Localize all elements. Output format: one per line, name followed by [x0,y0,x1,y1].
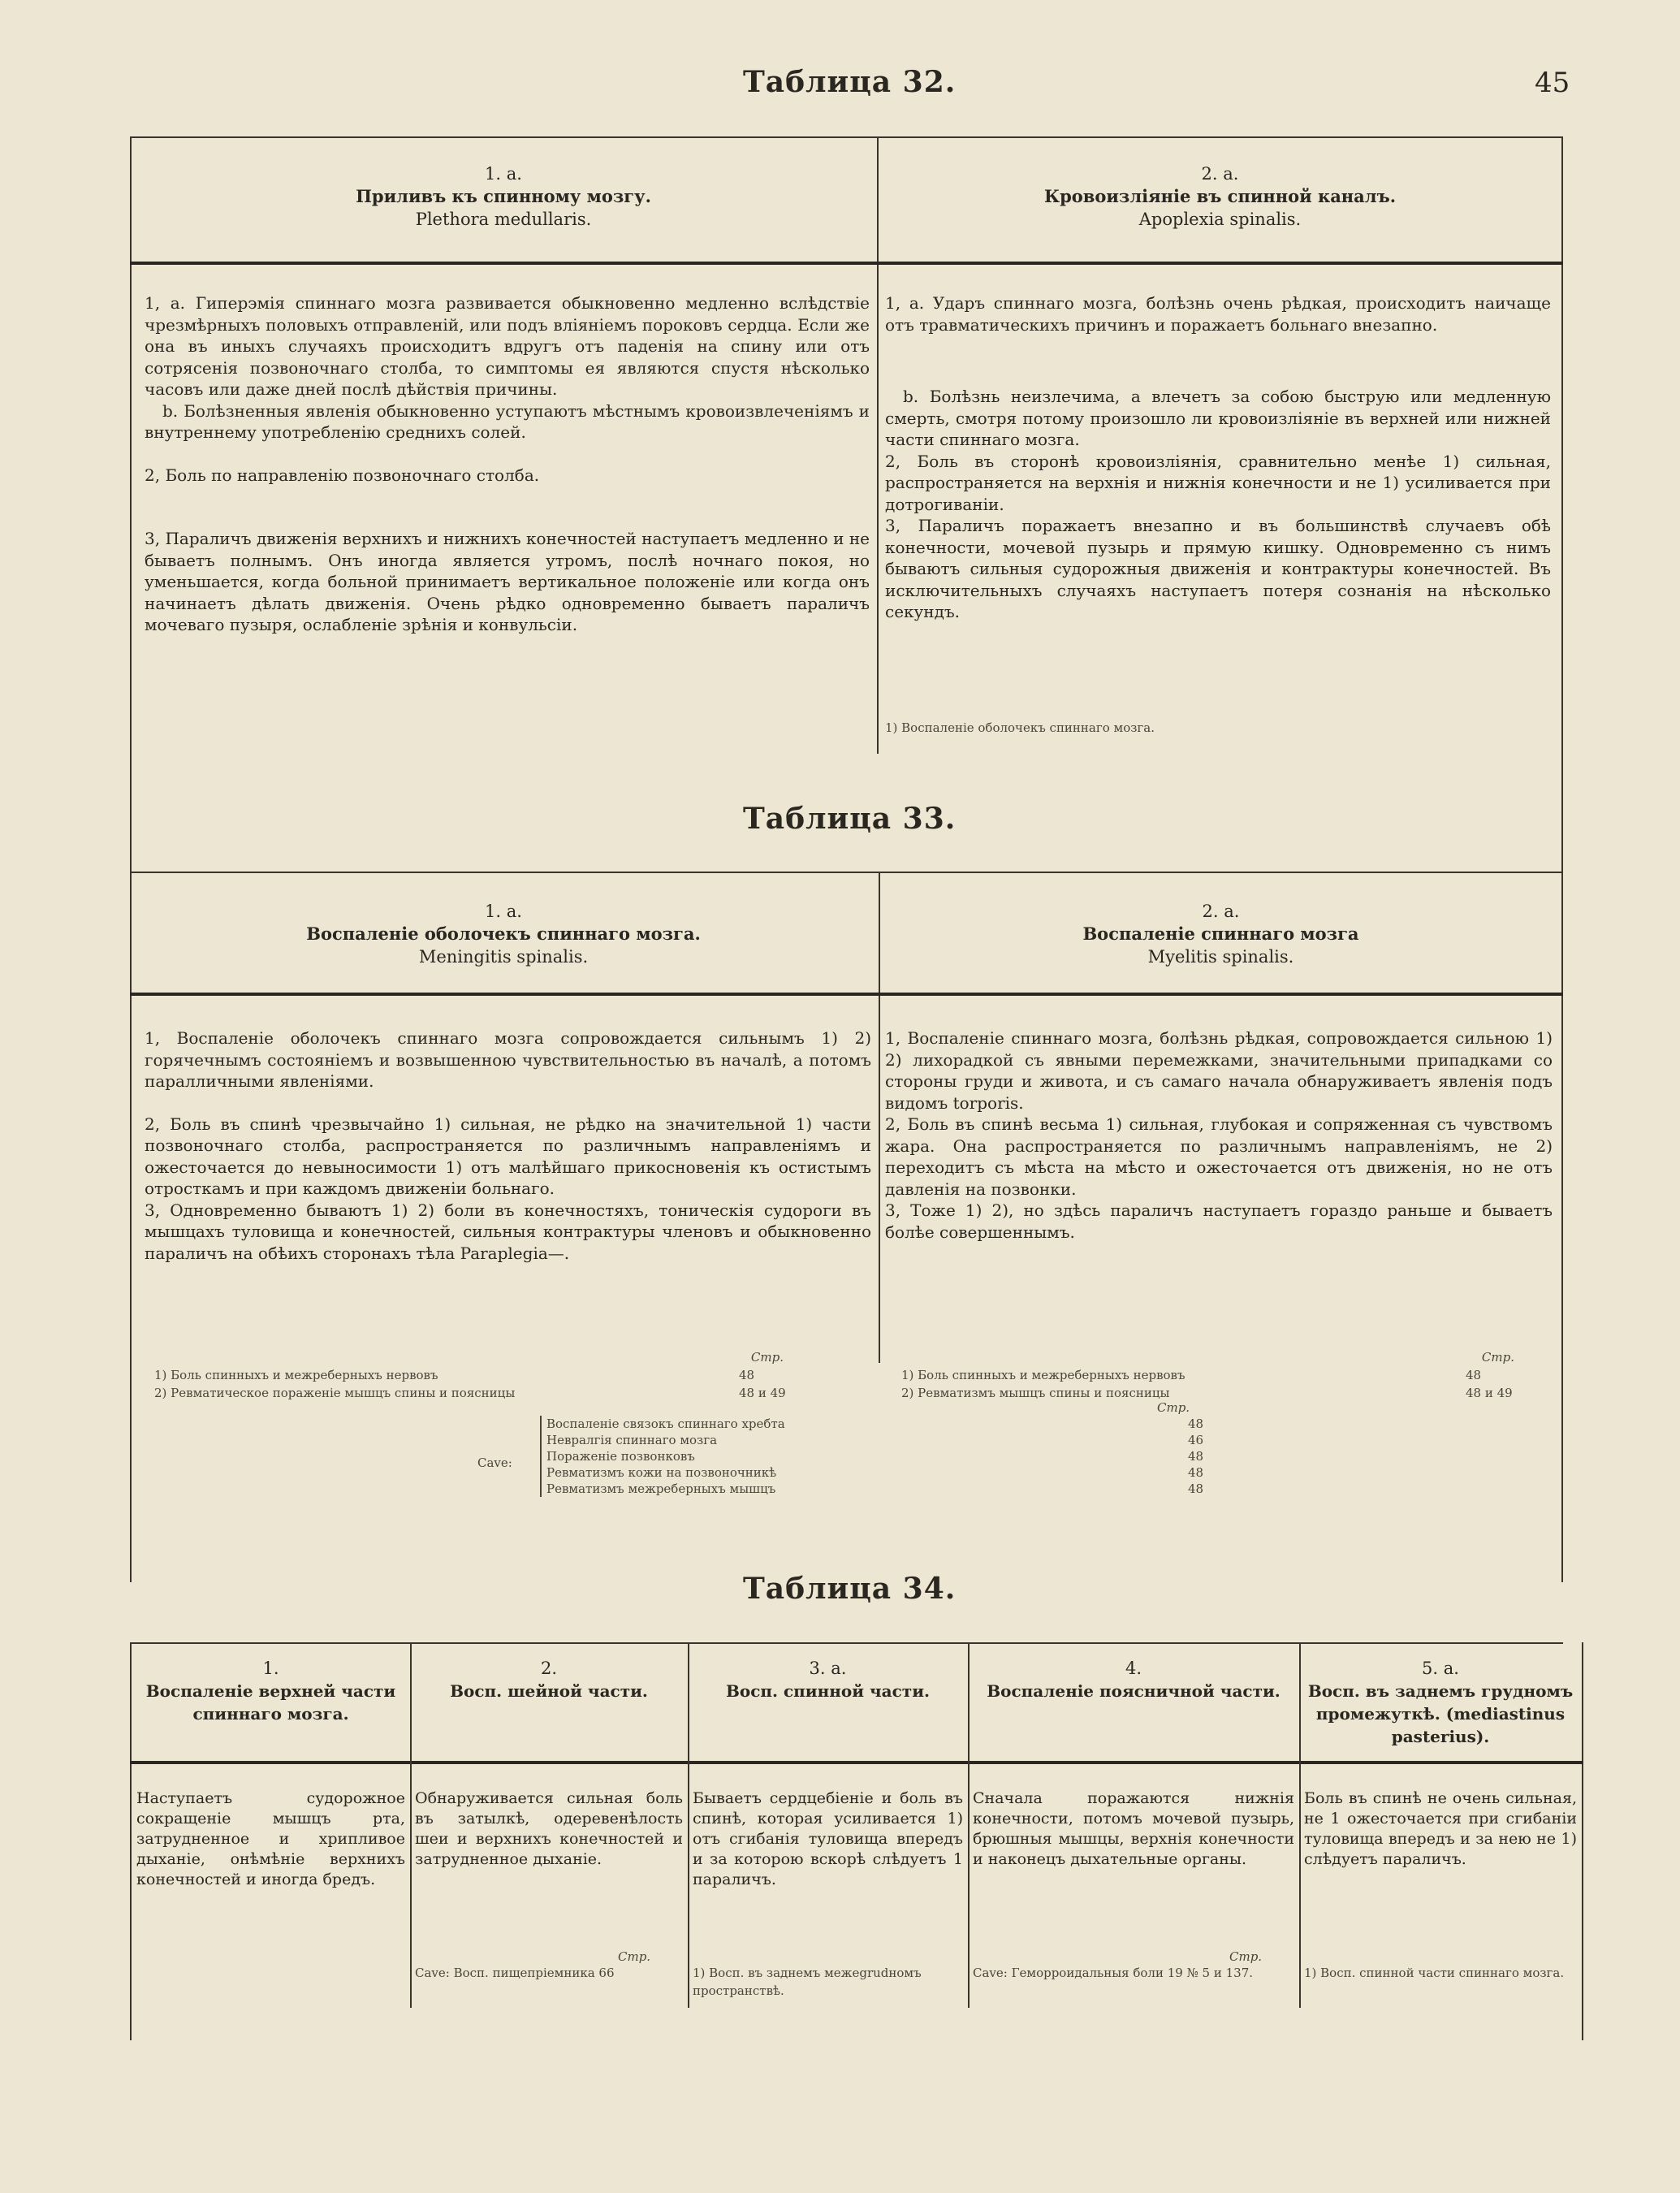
t33-col2-header [883,900,1559,968]
cave-item-text: Невралгія спиннаго мозга [546,1433,718,1447]
t33-col2-note1: 1) Боль спинныхъ и межреберныхъ нервовъ [901,1368,1186,1382]
t34-column-divider [968,1642,970,2008]
cave-item-page: 48 [1188,1417,1204,1431]
t34-col-num: 3. a. [809,1659,847,1678]
t33-col1-note1-row [154,1366,828,1384]
cave-item [546,1464,1237,1481]
t34-col-title: Восп. въ заднемъ грудномъ промежуткѣ. (mediastinus pasterius). [1307,1681,1574,1746]
t33-col1-p1: 1, Воспаленіе оболочекъ спиннаго мозга сопровождается сильнымъ 1) 2) горячечнымъ состояніемъ и возвышенною чувствительностью въ началѣ, а потомъ паралличными явленіями. [145,1028,871,1091]
t34-col-header [1304,1657,1577,1748]
t33-col2-title: Воспаленіе спиннаго мозга [1082,923,1359,944]
t34-col-text: Бываетъ сердцебіеніе и боль въ спинѣ, которая усиливается 1) отъ сгибанія туловища впередъ и за которою вскорѣ слѣдуетъ 1 параличъ. [693,1789,963,1888]
t33-col1-str: Стр. [750,1350,784,1365]
cave-item-text: Ревматизмъ кожи на позвоночникѣ [546,1465,777,1480]
t33-header-rule [130,993,1563,996]
t33-col1-latin: Meningitis spinalis. [418,947,589,967]
cave-item-page: 48 [1188,1449,1204,1464]
t32-col2-latin: Apoplexia spinalis. [1138,210,1302,229]
t32-col1-num: 1. a. [485,164,522,184]
t33-col2-note2-row [901,1384,1555,1402]
t32-col2-p2: 2, Боль въ сторонѣ кровоизліянія, сравнительно менѣе 1) сильная, распространяется на верхнія и нижнія конечности и не 1) усиливается при дотрогиваніи. [885,451,1551,514]
t33-right-border [1561,872,1563,1582]
t32-col2-p1b: b. Болѣзнь неизлечима, а влечетъ за собою быструю или медленную смерть, смотря потому произошло ли кровоизліяніе въ верхней или нижней части спиннаго мозга. [885,387,1551,449]
t32-col2-p3: 3, Параличъ поражаетъ внезапно и въ большинствѣ случаевъ обѣ конечности, мочевой пузырь и прямую кишку. Одновременно съ нимъ бываютъ сильныя судорожныя движенія и контрактуры конечностей. Въ исключительныхъ случаяхъ наступаетъ потеря сознанія на нѣсколько секундъ. [885,516,1551,621]
t32-col1-header [134,162,873,231]
t32-col1-p1b: b. Болѣзненныя явленія обыкновенно уступаютъ мѣстнымъ кровоизвлеченіямъ и внутреннему употребленію среднихъ солей. [145,400,870,442]
t34-column-divider [1299,1642,1301,2008]
t33-col2-note2-page: 48 и 49 [1466,1386,1513,1400]
t32-col2-footnote: 1) Воспаленіе оболочекъ спиннаго мозга. [885,720,1155,735]
t34-top-rule [130,1642,1563,1644]
t34-col-header [693,1657,963,1702]
t34-right-border [1582,1642,1583,2040]
cave-item [546,1432,1237,1448]
t34-header-rule [130,1761,1583,1764]
t32-col1-latin: Plethora medullaris. [415,210,592,229]
t34-col-text: Боль въ спинѣ не очень сильная, не 1 ожесточается при сгибаніи туловища впередъ и за нею не 1) слѣдуетъ параличъ. [1304,1789,1577,1868]
t33-top-rule [130,872,1563,873]
t34-col-num: 4. [1125,1659,1142,1678]
t34-col-title: Воспаленіе поясничной части. [987,1681,1281,1701]
t33-col2-notes [901,1348,1555,1402]
t34-col-title: Восп. спинной части. [725,1681,930,1701]
t32-col1-body [145,292,870,646]
cave-item [546,1448,1237,1464]
t32-left-border [130,136,132,872]
t33-col1-body [145,1027,871,1274]
t34-left-border [130,1642,132,2040]
cave-item-page: 48 [1188,1465,1204,1480]
t34-col-note: Cave: Геморроидальныя боли 19 № 5 и 137. [973,1966,1254,1980]
t33-cave-label: Cave: [477,1456,512,1470]
t32-col2-header [881,162,1559,231]
t33-col1-num: 1. a. [485,902,522,921]
t33-left-border [130,872,132,1582]
t34-col-header [136,1657,405,1725]
t33-col2-p3: 3, Тоже 1) 2), но здѣсь параличъ наступаетъ гораздо раньше и бываетъ болѣе совершеннымъ. [885,1200,1553,1242]
t34-col-note: 1) Восп. въ заднемъ межеgrudномъ пространствѣ. [693,1966,922,1998]
t32-top-rule [130,136,1563,138]
t33-col2-latin: Myelitis spinalis. [1147,947,1294,967]
t33-col1-p2: 2, Боль въ спинѣ чрезвычайно 1) сильная, не рѣдко на значительной 1) части позвоночнаго столба, распространяется по различнымъ направленіямъ и ожесточается до невыносимости 1) отъ малѣйшаго прикосновенія къ остистымъ отросткамъ и при каждомъ движеніи больнаго. [145,1114,871,1198]
t33-col1-note2-page: 48 и 49 [739,1386,786,1400]
t34-col-note-str: Стр. [1229,1949,1263,1964]
t32-col1-p1: 1, a. Гиперэмія спиннаго мозга развивается обыкновенно медленно вслѣдствіе чрезмѣрныхъ половыхъ отправленій, или подъ вліяніемъ пороковъ сердца. Если же она въ иныхъ случаяхъ происходитъ вдругъ отъ паденія на спину или отъ сотрясенія позвоночнаго столба, то симптомы ея являются спустя нѣсколько часовъ или даже дней послѣ дѣйствія причины. [145,293,870,399]
t33-col2-body [885,1027,1553,1252]
t32-col2-body [885,292,1551,633]
t32-header-rule [130,262,1563,265]
t33-col1-note1-page: 48 [739,1368,755,1382]
t34-col-title: Воспаленіе верхней части спиннаго мозга. [145,1681,396,1724]
t34-column-divider [410,1642,412,2008]
t33-col2-note2: 2) Ревматизмъ мышцъ спины и поясницы [901,1386,1170,1400]
cave-item-page: 48 [1188,1481,1204,1496]
t34-col-header [973,1657,1294,1702]
t34-col-note: 1) Восп. спинной части спиннаго мозга. [1304,1966,1565,1980]
t32-col1-p2: 2, Боль по направленію позвоночнаго столба. [145,465,540,485]
cave-item-text: Воспаленіе связокъ спиннаго хребта [546,1417,785,1431]
t34-col-text: Обнаруживается сильная боль въ затылкѣ, одеревенѣлость шеи и верхнихъ конечностей и затрудненное дыханіе. [415,1789,683,1868]
t32-center-divider [877,136,879,754]
t34-column-divider [688,1642,689,2008]
t34-col-text: Сначала поражаются нижнія конечности, потомъ мочевой пузырь, брюшныя мышцы, верхнія конечности и наконецъ дыхательные органы. [973,1789,1294,1868]
cave-item-page: 46 [1188,1433,1204,1447]
t32-col2-title: Кровоизліяніе въ спинной каналъ. [1043,186,1397,206]
t33-center-divider [879,872,880,1363]
t34-col-header [415,1657,683,1702]
t32-right-border [1561,136,1563,872]
t33-col2-str: Стр. [1481,1350,1514,1365]
t33-col1-notes [154,1348,828,1402]
t34-col-num: 1. [262,1659,279,1678]
t34-col-title: Восп. шейной части. [450,1681,648,1701]
t32-col1-title: Приливъ къ спинному мозгу. [356,186,651,206]
t33-col2-num: 2. a. [1202,902,1240,921]
t32-col1-p3: 3, Параличъ движенія верхнихъ и нижнихъ конечностей наступаетъ медленно и не бываетъ полнымъ. Онъ иногда является утромъ, послѣ ночнаго покоя, но уменьшается, когда больной принимаетъ вертикальное положеніе или когда онъ начинаетъ дѣлать движенія. Очень рѣдко одновременно бываетъ параличъ мочеваго пузыря, ослабленіе зрѣнія и конвульсіи. [145,529,870,634]
t33-col1-title: Воспаленіе оболочекъ спиннаго мозга. [306,923,701,944]
cave-item [546,1481,1237,1497]
t33-cave-str: Стр. [1157,1400,1190,1415]
t34-col-note-str: Стр. [618,1949,651,1964]
t33-col1-p3: 3, Одновременно бываютъ 1) 2) боли въ конечностяхъ, тоническія судороги въ мышцахъ туловища и конечностей, сильныя контрактуры членовъ и обыкновенно параличъ на обѣихъ сторонахъ тѣла Paraplegia—. [145,1200,871,1263]
t34-col-num: 2. [540,1659,558,1678]
t34-col-note: Cave: Восп. пищепріемника 66 [415,1966,615,1980]
t34-col-text: Наступаетъ судорожное сокращеніе мышцъ рта, затрудненное и хрипливое дыханіе, онѣмѣніе верхнихъ конечностей и иногда бредъ. [136,1789,405,1888]
t33-col2-note1-page: 48 [1466,1368,1482,1382]
t33-col1-note2: 2) Ревматическое пораженіе мышцъ спины и поясницы [154,1386,516,1400]
t33-col2-p2: 2, Боль въ спинѣ весьма 1) сильная, глубокая и сопряженная съ чувствомъ жара. Она распространяется по различнымъ направленіямъ, не 2) переходитъ съ мѣста на мѣсто и ожесточается отъ движенія, но не отъ давленія на позвонки. [885,1114,1553,1199]
page-number: 45 [1535,67,1570,99]
t32-col2-p1: 1, a. Ударъ спиннаго мозга, болѣзнь очень рѣдкая, происходитъ наичаще отъ травматическихъ причинъ и поражаетъ больнаго внезапно. [885,293,1551,335]
t33-col2-note1-row [901,1366,1555,1384]
t33-col1-note2-row [154,1384,828,1402]
cave-item [546,1416,1237,1432]
t33-col1-note1: 1) Боль спинныхъ и межреберныхъ нервовъ [154,1368,438,1382]
t33-col2-p1: 1, Воспаленіе спиннаго мозга, болѣзнь рѣдкая, сопровождается сильною 1) 2) лихорадкой съ явными перемежками, значительными припадками со стороны груди и живота, и съ самаго начала обнаруживаетъ явленія подъ видомъ torporis. [885,1028,1553,1113]
t34-col-num: 5. a. [1422,1659,1459,1678]
cave-item-text: Пораженіе позвонковъ [546,1449,695,1464]
table-32-title: Таблица 32. [743,65,957,99]
t33-col1-header [134,900,873,968]
table-33-title: Таблица 33. [743,802,957,836]
t33-cave-list [540,1416,1237,1497]
cave-item-text: Ревматизмъ межреберныхъ мышцъ [546,1481,776,1496]
t32-col2-num: 2. a. [1201,164,1239,184]
table-34-title: Таблица 34. [743,1572,957,1606]
